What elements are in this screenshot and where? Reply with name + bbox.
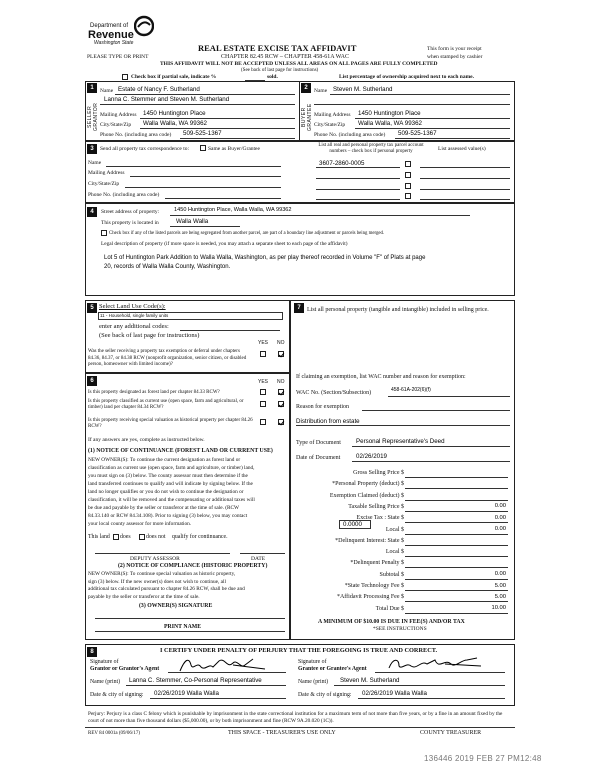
notice-line: classification as current use (open space, farm and agriculture, or timber) land,: [88, 465, 255, 471]
grantor-date[interactable]: 02/26/2019 Walla Walla: [154, 690, 219, 697]
tax-row-label: Exemption Claimed (deduct) $: [329, 492, 404, 499]
grantee-name-label: Name (print): [298, 679, 329, 685]
deputy-date-label: DATE: [251, 556, 266, 562]
grantor-date-label: Date & city of signing:: [90, 692, 144, 698]
s5-see-back: (See back of last page for instructions): [99, 332, 200, 339]
see-instructions: *SEE INSTRUCTIONS: [373, 626, 427, 632]
tax-row-label: Subtotal $: [379, 571, 404, 578]
receipt-line-1: This form is your receipt: [427, 46, 482, 52]
dor-logo-icon: [134, 15, 154, 37]
seller-mailing[interactable]: 1450 Huntington Place: [143, 110, 206, 117]
tax-row-label: *Affidavit Processing Fee $: [336, 594, 404, 601]
parcel-number[interactable]: 3607-2860-0005: [319, 160, 365, 167]
exemption-reason[interactable]: Distribution from estate: [296, 418, 360, 425]
s5-q1-yes[interactable]: [260, 351, 266, 357]
personal-property-checkbox-3[interactable]: [405, 183, 411, 189]
tax-row-value[interactable]: 0.00: [494, 526, 506, 532]
doc-date-label: Date of Document: [296, 455, 341, 461]
notice-2-title: (2) NOTICE OF COMPLIANCE (HISTORIC PROPERTY): [118, 563, 268, 569]
dor-logo-text-3: Washington State: [94, 40, 134, 46]
seller-grantor-label: SELLER GRANTOR: [87, 102, 99, 132]
personal-property-checkbox-2[interactable]: [405, 172, 411, 178]
seller-city-label: City/State/Zip: [100, 122, 132, 128]
notice-line: you must sign on (3) below. The county assessor must then determine if the: [88, 473, 248, 479]
notice-line: your local county assessor for more information.: [88, 521, 192, 527]
land-use-value[interactable]: 11 - Household, single family units: [100, 313, 169, 318]
buyer-grantee-label: BUYER GRANTEE: [301, 103, 313, 131]
located-label: This property is located in: [101, 220, 159, 226]
partial-sold: sold.: [267, 74, 278, 80]
any-yes: If any answers are yes, complete as instructed below.: [88, 437, 205, 443]
section-7-number: 7: [294, 303, 304, 313]
notice-line: NEW OWNER(S): To continue special valuation as historic property,: [88, 571, 236, 577]
form-title: REAL ESTATE EXCISE TAX AFFIDAVIT: [198, 43, 357, 53]
grantor-sig-label-2: Grantor or Grantor's Agent: [90, 666, 160, 672]
tax-row-label: *Delinquent Penalty $: [350, 560, 404, 567]
s3-phone-label: Phone No. (including area code): [88, 192, 160, 198]
section-6-number: 6: [87, 376, 97, 386]
tax-row-value[interactable]: 5.00: [494, 593, 506, 600]
s3-city-label: City/State/Zip: [88, 181, 120, 187]
s6-q2-no[interactable]: [278, 401, 284, 407]
doc-type[interactable]: Personal Representative's Deed: [356, 438, 445, 445]
grantee-date[interactable]: 02/26/2019 Walla Walla: [362, 690, 427, 697]
tax-row-label: *State Technology Fee $: [344, 583, 404, 589]
form-warning: THIS AFFIDAVIT WILL NOT BE ACCEPTED UNLESS ALL AREAS ON ALL PAGES ARE FULLY COMPLETED: [160, 61, 438, 67]
does-checkbox[interactable]: [113, 534, 119, 540]
list-personal-label: List all personal property (tangible and intangible) included in selling price.: [307, 307, 489, 313]
wac-number[interactable]: 458-61A-202(6)(f): [391, 387, 431, 393]
s3-name-label: Name: [88, 160, 102, 166]
doc-date[interactable]: 02/26/2019: [356, 453, 387, 460]
notice-line: 84.33.140 or RCW 84.34.108). Prior to signing (3) below, you may contact: [88, 513, 248, 519]
dor-logo-text-2: Revenue: [88, 29, 134, 41]
seller-city[interactable]: Walla Walla, WA 99362: [143, 120, 207, 127]
personal-property-checkbox-4[interactable]: [405, 193, 411, 199]
exemption-question: Was the seller receiving a property tax exemption or deferral under chapters 84.36, 84.37, or 84.38 RCW (nonprofit organization, senior citizen, or disabled person, homeowner with limited income)?: [88, 349, 247, 367]
tax-row-value[interactable]: 5.00: [494, 582, 506, 589]
qualify-label: qualify for continuance.: [172, 534, 228, 540]
seller-mailing-label: Mailing Address: [100, 112, 137, 118]
legal-label: Legal description of property (if more space is needed, you may attach a separate sheet to each page of the affidavit): [101, 241, 348, 247]
notice-line: be due and payable by the seller or transferor at the time of sale. (RCW: [88, 505, 240, 511]
county-treasurer: COUNTY TREASURER: [420, 730, 482, 736]
additional-codes-label: enter any additional codes:: [99, 323, 169, 330]
form-chapter: CHAPTER 82.45 RCW – CHAPTER 458-61A WAC: [221, 54, 349, 60]
grantee-date-label: Date & city of signing:: [298, 692, 352, 698]
assessed-label: List assessed value(s): [438, 146, 486, 152]
notice-line: additional tax calculated pursuant to chapter 84.26 RCW, shall be due and: [88, 586, 245, 592]
s6-q3-yes[interactable]: [260, 419, 266, 425]
notice-line: land no longer qualifies or you do not wish to continue the designation or: [88, 489, 244, 495]
deputy-assessor-label: DEPUTY ASSESSOR: [130, 556, 180, 562]
section-3-number: 3: [87, 144, 97, 154]
buyer-city[interactable]: Walla Walla, WA 99362: [358, 120, 422, 127]
tax-row-label: Taxable Selling Price $: [348, 503, 404, 510]
s6-q3-no[interactable]: [278, 419, 284, 425]
list-parcels-label: List all real and personal property tax parcel account numbers – check box if personal property: [318, 143, 424, 154]
grantee-name[interactable]: Steven M. Sutherland: [340, 677, 400, 684]
tax-row-label: Local $: [385, 526, 404, 533]
buyer-name[interactable]: Steven M. Sutherland: [333, 86, 393, 93]
personal-property-checkbox-1[interactable]: [405, 161, 411, 167]
please-type: PLEASE TYPE OR PRINT: [87, 54, 149, 60]
tax-row-label: Excise Tax : State $: [356, 515, 404, 522]
tax-row-value[interactable]: 0.00: [494, 503, 506, 510]
s5-no-header: NO: [277, 340, 285, 346]
notice-1-title: (1) NOTICE OF CONTINUANCE (FOREST LAND OR CURRENT USE): [88, 448, 273, 454]
s6-no-header: NO: [277, 379, 285, 385]
street-address[interactable]: 1450 Huntington Place, Walla Walla, WA 99362: [174, 207, 292, 213]
notice-line: classification, it will be removed and the compensating or additional taxes will: [88, 497, 255, 503]
s6-q2-yes[interactable]: [260, 401, 266, 407]
doc-type-label: Type of Document: [296, 440, 341, 446]
minimum-due: A MINIMUM OF $10.00 IS DUE IN FEE(S) AND/OR TAX: [318, 619, 465, 625]
grantor-sig-label-1: Signature of: [90, 659, 119, 665]
does-label: does: [120, 534, 131, 540]
s5-q1-no[interactable]: [278, 351, 284, 357]
grantee-sig-label-1: Signature of: [298, 659, 327, 665]
notice-line: payable by the seller or transferor at the time of sale.: [88, 593, 200, 600]
section-4-number: 4: [87, 207, 97, 217]
rev-number: REV 84 0001a (09/06/17): [88, 731, 140, 736]
send-to-label: Send all property tax correspondence to:: [100, 146, 190, 152]
s3-mailing-label: Mailing Address: [88, 170, 125, 176]
section-4: [85, 203, 515, 296]
seller-name-1[interactable]: Estate of Nancy F. Sutherland: [118, 86, 200, 93]
buyer-mailing[interactable]: 1450 Huntington Place: [358, 110, 421, 117]
tax-row-value[interactable]: 10.00: [491, 605, 506, 612]
grantor-name[interactable]: Lanna C. Stemmer, Co-Personal Representative: [129, 677, 262, 684]
seller-phone-label: Phone No. (including area code): [100, 132, 172, 138]
receipt-line-2: when stamped by cashier: [427, 54, 483, 60]
section-8-number: 8: [87, 647, 97, 657]
segregated-checkbox[interactable]: [101, 230, 107, 236]
buyer-city-label: City/State/Zip: [314, 122, 346, 128]
tax-row-label: Total Due $: [375, 605, 404, 612]
same-as-buyer-checkbox[interactable]: [200, 145, 206, 151]
seller-name-2[interactable]: Lanna C. Stemmer and Steven M. Sutherland: [104, 96, 230, 103]
grantor-signature[interactable]: [175, 655, 270, 675]
does-not-label: does not: [146, 534, 166, 540]
print-name-label: PRINT NAME: [164, 624, 202, 630]
local-rate[interactable]: 0.0000: [343, 521, 362, 528]
section-1-number: 1: [87, 83, 97, 93]
grantee-signature[interactable]: [385, 654, 485, 674]
tax-row-label: Gross Selling Price $: [353, 470, 404, 476]
tax-row-value[interactable]: 0.00: [494, 571, 506, 578]
reason-label: Reason for exemption: [296, 404, 349, 410]
legal-description-1[interactable]: Lot 5 of Huntington Park Addition to Walla Walla, Washington, as per play thereof recorded in Volume "F" of Plats at page: [104, 255, 426, 261]
notice-line: sign (3) below. If the new owner(s) does not wish to continue, all: [88, 578, 226, 585]
street-label: Street address of property:: [101, 209, 160, 215]
s6-q1-yes[interactable]: [260, 389, 266, 395]
grantee-sig-label-2: Grantee or Grantee's Agent: [298, 666, 367, 672]
this-land-label: This land: [88, 534, 110, 540]
same-as-label: Same as Buyer/Grantee: [208, 146, 260, 152]
buyer-name-label: Name: [314, 88, 328, 94]
treasurer-space: THIS SPACE - TREASURER'S USE ONLY: [228, 730, 336, 736]
tax-row-value[interactable]: 0.00: [494, 514, 506, 521]
notice-line: NEW OWNER(S): To continue the current designation as forest land or: [88, 457, 241, 463]
dor-logo-text-1: Department of: [90, 23, 129, 29]
does-not-checkbox[interactable]: [139, 534, 145, 540]
land-use-label: Select Land Use Code(s):: [99, 303, 166, 310]
claiming-label: If claiming an exemption, list WAC number and reason for exemption:: [296, 374, 466, 380]
certify-statement: I CERTIFY UNDER PENALTY OF PERJURY THAT THE FOREGOING IS TRUE AND CORRECT.: [160, 647, 438, 654]
forest-question: Is this property designated as forest land per chapter 84.33 RCW?: [88, 390, 220, 395]
seller-name-label: Name: [100, 88, 114, 94]
current-use-question: Is this property classified as current use (open space, farm and agricultural, or timber) land per chapter 84.34 RCW?: [88, 399, 244, 410]
partial-sale-label: Check box if partial sale, indicate %: [131, 74, 217, 80]
list-percentage: List percentage of ownership acquired next to each name.: [339, 74, 474, 80]
section-2-number: 2: [301, 83, 311, 93]
notice-1-body: [88, 456, 288, 528]
historic-question: Is this property receiving special valuation as historical property per chapter 84.26 RCW?: [88, 418, 253, 429]
tax-row-label: *Personal Property (deduct) $: [332, 481, 404, 488]
owner-signature-label: (3) OWNER(S) SIGNATURE: [139, 603, 213, 609]
s5-yes-header: YES: [258, 340, 269, 346]
legal-description-2[interactable]: 20, records of Walla Walla County, Washington.: [104, 264, 231, 270]
perjury-statement: Perjury: Perjury is a class C felony which is punishable by imprisonment in the state correctional institution for a maximum term of not more than five years, or by a fine in an amount fixed by the court of not more than five thousand dollars ($5,000.00), or by both imprisonment and fine (RCW 9A.20.020 (1C)).: [88, 711, 503, 724]
s6-q1-no[interactable]: [278, 389, 284, 395]
located-in[interactable]: Walla Walla: [176, 218, 209, 225]
buyer-mailing-label: Mailing Address: [314, 112, 351, 118]
segregated-label: Check box if any of the listed parcels are being segregated from another parcel, are part of a boundary line adjustment or parcels being merged.: [109, 231, 385, 236]
grantor-name-label: Name (print): [90, 679, 121, 685]
tax-row-label: Local $: [385, 549, 404, 556]
seller-phone[interactable]: 509-525-1367: [183, 130, 222, 137]
notice-line: land transferred continues to qualify and will indicate by signing below. If the: [88, 481, 253, 487]
see-back: (See back of last page for instructions): [241, 68, 319, 73]
section-5-number: 5: [87, 303, 97, 313]
partial-sale-checkbox[interactable]: [122, 74, 128, 80]
recording-stamp: 136446 2019 FEB 27 PM12:48: [424, 754, 542, 763]
s6-yes-header: YES: [258, 379, 269, 385]
buyer-phone[interactable]: 509-525-1367: [398, 130, 437, 137]
wac-label: WAC No. (Section/Subsection): [296, 390, 372, 396]
notice-2-body: [88, 571, 288, 601]
buyer-phone-label: Phone No. (including area code): [314, 132, 386, 138]
tax-row-label: *Delinquent Interest: State $: [335, 537, 404, 544]
